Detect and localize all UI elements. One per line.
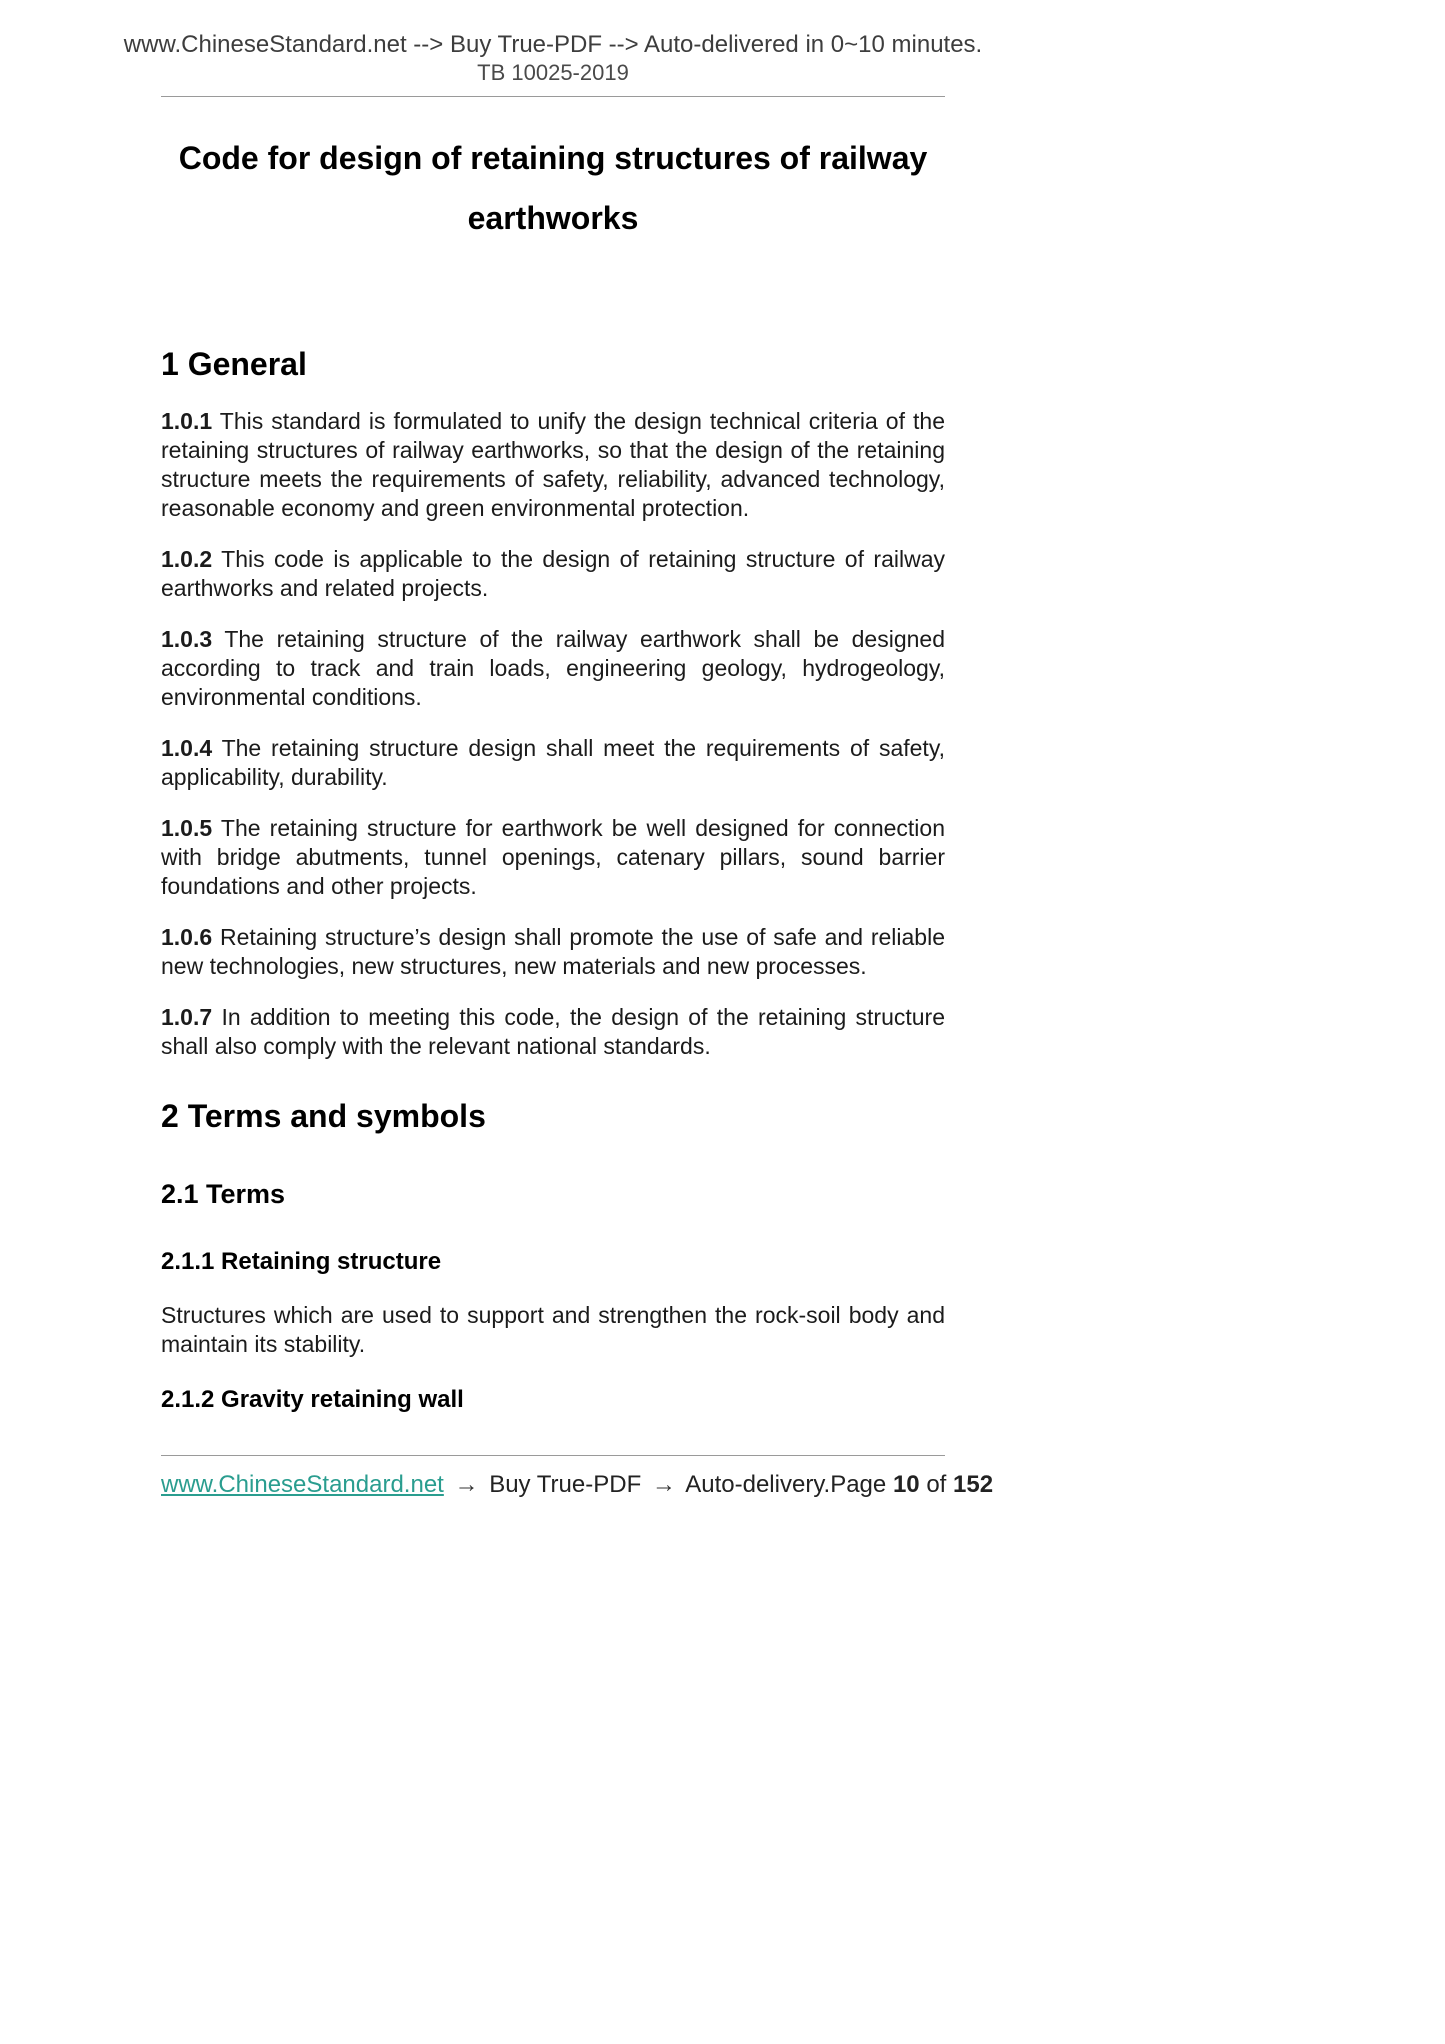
clause-text: This standard is formulated to unify the design technical criteria of the retaining structures of railway earthworks, so that the design of the retaining structure meets the requirements of safety, reliability, advanced technology, reasonable economy and green environmental protection.: [161, 408, 945, 521]
total-pages: 152: [953, 1471, 994, 1498]
clause-number: 1.0.6: [161, 924, 213, 950]
clause-text: The retaining structure design shall meet the requirements of safety, applicability, durability.: [161, 735, 945, 790]
clause-1-0-4: [161, 734, 945, 792]
header-note: www.ChineseStandard.net --> Buy True-PDF --> Auto-delivered in 0~10 minutes.: [123, 31, 983, 58]
clause-1-0-6: [161, 923, 945, 981]
footer-divider: [161, 1455, 945, 1456]
page-indicator: [830, 1470, 993, 1500]
term-heading-gravity-retaining-wall: 2.1.2 Gravity retaining wall: [161, 1386, 464, 1413]
page-number: 10: [892, 1471, 920, 1498]
clause-text: Retaining structure’s design shall promote the use of safe and reliable new technologies, new structures, new materials and new processes.: [161, 924, 946, 979]
arrow-icon: →: [454, 1471, 479, 1498]
clause-number: 1.0.5: [161, 815, 213, 841]
clause-text: In addition to meeting this code, the design of the retaining structure shall also comply with the relevant national standards.: [161, 1004, 945, 1059]
clause-1-0-1: [161, 407, 945, 523]
document-title-line2: earthworks: [467, 200, 639, 236]
clause-1-0-5: [161, 814, 945, 901]
of-label: of: [926, 1471, 947, 1498]
page-label: Page: [830, 1471, 887, 1498]
footer-buy-text: Buy True-PDF: [489, 1471, 642, 1498]
clause-number: 1.0.4: [161, 735, 213, 761]
clause-text: The retaining structure for earthwork be well designed for connection with bridge abutments, tunnel openings, catenary pillars, sound barrier foundations and other projects.: [161, 815, 945, 899]
clause-number: 1.0.1: [161, 408, 213, 434]
subsection-heading-terms: 2.1 Terms: [161, 1179, 286, 1209]
arrow-icon: →: [651, 1471, 676, 1498]
clause-number: 1.0.7: [161, 1004, 213, 1030]
clause-number: 1.0.2: [161, 546, 213, 572]
content-column: [123, 30, 994, 1500]
term-heading-retaining-structure: 2.1.1 Retaining structure: [161, 1248, 442, 1275]
clause-number: 1.0.3: [161, 626, 213, 652]
clause-text: This code is applicable to the design of retaining structure of railway earthworks and related projects.: [161, 546, 945, 601]
footer-site-link[interactable]: www.ChineseStandard.net: [161, 1471, 444, 1498]
footer: [161, 1470, 994, 1500]
doc-number: TB 10025-2019: [477, 60, 629, 85]
clause-1-0-2: [161, 545, 945, 603]
footer-left: [161, 1470, 830, 1500]
section-heading-general: 1 General: [161, 346, 307, 382]
footer-delivery-text: Auto-delivery.: [685, 1471, 831, 1498]
clause-1-0-7: [161, 1003, 945, 1061]
clause-1-0-3: [161, 625, 945, 712]
section-heading-terms: 2 Terms and symbols: [161, 1098, 486, 1134]
document-title-line1: Code for design of retaining structures of railway: [178, 140, 928, 176]
term-definition: Structures which are used to support and strengthen the rock-soil body and maintain its stability.: [161, 1302, 945, 1357]
clause-text: The retaining structure of the railway earthwork shall be designed according to track and train loads, engineering geology, hydrogeology, environmental conditions.: [161, 626, 945, 710]
header-divider: [161, 96, 945, 97]
header: [123, 30, 983, 60]
